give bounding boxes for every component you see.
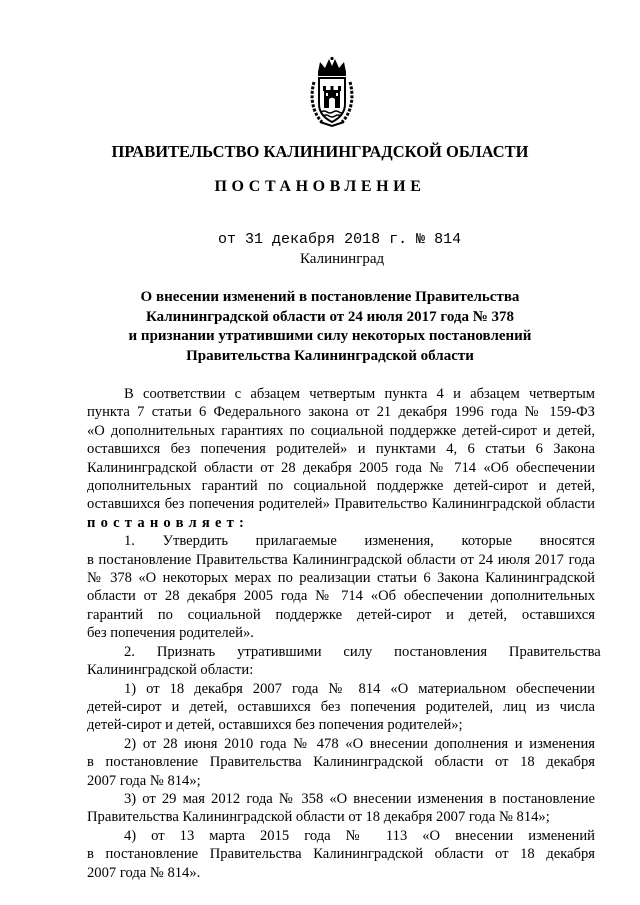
subject-line: Правительства Калининградской области <box>186 347 474 364</box>
body-line: 1. Утвердить прилагаемые изменения, которые вносятся <box>124 533 595 550</box>
body-line: «О дополнительных гарантиях по социальной поддержке детей-сирот и детей, <box>87 422 595 439</box>
body-line: 2) от 28 июня 2010 года № 478 «О внесении дополнения и изменения <box>124 735 595 752</box>
body-line: 2007 года № 814». <box>87 864 201 881</box>
subject-line: О внесении изменений в постановление Правительства <box>140 289 520 305</box>
subject-line: и признании утратившими силу некоторых постановлений <box>128 328 532 344</box>
body-line: Калининградской области от 28 декабря 2005 года № 714 «Об обеспечении <box>87 459 595 476</box>
body-line: Правительства Калининградской области от 18 декабря 2007 года № 814»; <box>87 809 550 826</box>
body-line: детей-сирот и детей, оставшихся без попечения родителей»; <box>87 717 463 734</box>
date-year: 2018 г. <box>344 231 408 248</box>
date-prefix: от <box>218 231 237 248</box>
body-line: оставшихся без попечения родителей» и пунктами 4, 6 статьи 6 Закона <box>87 441 595 458</box>
body-line: 2007 года № 814»; <box>87 772 201 789</box>
government-title: ПРАВИТЕЛЬСТВО КАЛИНИНГРАДСКОЙ ОБЛАСТИ <box>111 142 529 161</box>
document-subject <box>80 288 580 366</box>
body-line: дополнительных гарантий по социальной поддержке детей-сирот и детей, <box>87 478 595 495</box>
body-line: 4) от 13 марта 2015 года № 113 «О внесении изменений <box>124 827 595 844</box>
date-value: 31 декабря <box>245 231 336 248</box>
body-line: в постановление Правительства Калининградской области от 18 декабря <box>87 846 595 863</box>
body-line: пункта 7 статьи 6 Федерального закона от 21 декабря 1996 года № 159-ФЗ <box>87 404 595 421</box>
body-line: оставшихся без попечения родителей» Правительство Калининградской области <box>87 496 595 513</box>
body-line: № 378 «О некоторых мерах по реализации статьи 6 Закона Калининградской <box>87 570 595 587</box>
date-line <box>218 231 461 248</box>
document-body <box>87 385 601 882</box>
document-type-title: ПОСТАНОВЛЕНИЕ <box>214 178 426 195</box>
coat-of-arms-emblem-icon <box>308 56 356 128</box>
body-line: 1) от 18 декабря 2007 года № 814 «О материальном обеспечении <box>124 680 595 697</box>
subject-line: Калининградской области от 24 июля 2017 года № 378 <box>145 308 515 325</box>
body-line: детей-сирот и детей, оставшихся без попечения родителей, лиц из числа <box>87 698 595 715</box>
body-line: 2. Признать утратившими силу постановления Правительства <box>124 643 601 660</box>
body-line: гарантий по социальной поддержке детей-сирот и детей, оставшихся <box>87 606 595 623</box>
body-line: Калининградской области: <box>87 662 254 679</box>
body-line: в постановление Правительства Калининградской области от 24 июля 2017 года <box>87 551 595 568</box>
document-number: № 814 <box>416 231 462 248</box>
body-line: области от 28 декабря 2005 года № 714 «Об обеспечении дополнительных <box>87 588 595 605</box>
city-name: Калининград <box>300 251 385 267</box>
body-line: без попечения родителей». <box>87 625 254 642</box>
body-line: В соответствии с абзацем четвертым пункта 4 и абзацем четвертым <box>124 386 595 402</box>
resolves-word: постановляет: <box>87 514 250 531</box>
body-line: в постановление Правительства Калининградской области от 18 декабря <box>87 754 595 771</box>
body-line: 3) от 29 мая 2012 года № 358 «О внесении изменения в постановление <box>124 790 595 807</box>
